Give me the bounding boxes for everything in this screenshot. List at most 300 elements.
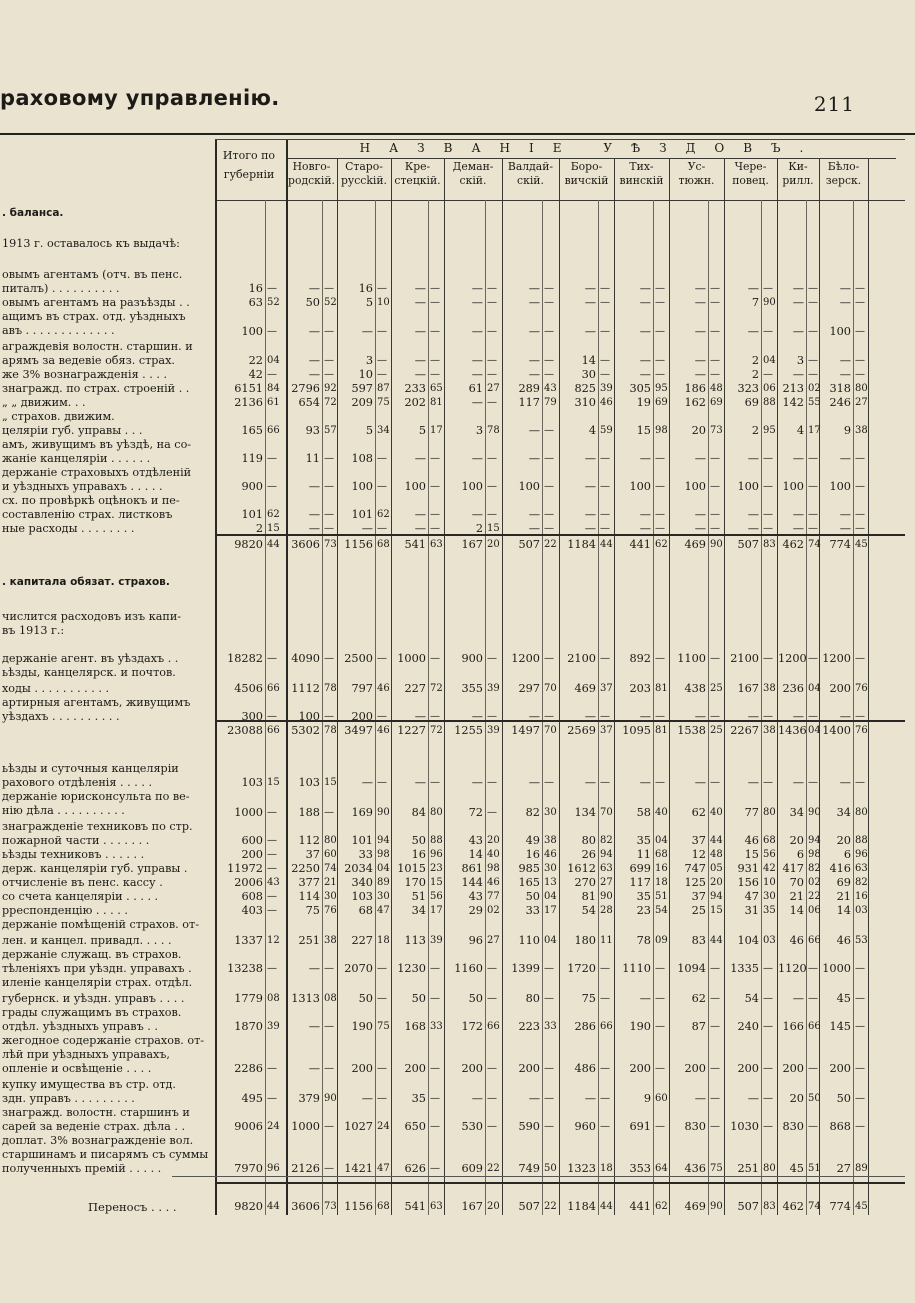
kopecks-cell: 18 bbox=[655, 877, 668, 888]
kopecks-cell: 48 bbox=[710, 383, 723, 394]
rubles-cell: 200 bbox=[518, 1062, 540, 1075]
kopecks-cell: — bbox=[324, 1121, 334, 1132]
rubles-cell: 1399 bbox=[511, 962, 540, 975]
kopecks-cell: — bbox=[544, 993, 554, 1004]
kopecks-cell: 73 bbox=[710, 425, 723, 436]
rubles-cell: 169 bbox=[351, 806, 373, 819]
kopecks-cell: — bbox=[544, 777, 554, 788]
rubles-cell: — bbox=[694, 776, 706, 789]
rubles-cell: 20 bbox=[836, 834, 851, 847]
carry-forward-label: Переносъ . . . . bbox=[88, 1200, 177, 1214]
kopecks-cell: 78 bbox=[487, 425, 500, 436]
kopecks-cell: — bbox=[430, 523, 440, 534]
kopecks-cell: 72 bbox=[430, 725, 443, 736]
kopecks-cell: — bbox=[430, 993, 440, 1004]
stub-line: целяріи губ. управы . . . bbox=[2, 424, 143, 437]
rubles-cell: — bbox=[414, 776, 426, 789]
rubles-cell: — bbox=[414, 452, 426, 465]
stub-line: знагражд. по страх. строеній . . bbox=[2, 382, 190, 395]
kopecks-cell: 81 bbox=[430, 397, 443, 408]
rubles-cell: 87 bbox=[691, 1020, 706, 1033]
rubles-cell: — bbox=[839, 452, 851, 465]
kopecks-cell: 16 bbox=[655, 863, 668, 874]
rubles-cell: 1335 bbox=[730, 962, 759, 975]
kopecks-cell: 81 bbox=[655, 683, 668, 694]
kopecks-cell: — bbox=[487, 711, 497, 722]
rubles-cell: 2 bbox=[751, 354, 759, 367]
rubles-cell: 117 bbox=[518, 396, 540, 409]
rubles-cell: 47 bbox=[744, 890, 759, 903]
kopecks-cell: — bbox=[763, 1063, 773, 1074]
kopecks-cell: — bbox=[430, 1163, 440, 1174]
rubles-cell: — bbox=[584, 452, 596, 465]
rubles-cell: 417 bbox=[782, 862, 804, 875]
kopecks-cell: 75 bbox=[377, 1021, 390, 1032]
kopecks-cell: — bbox=[267, 711, 277, 722]
kopecks-cell: — bbox=[763, 453, 773, 464]
kopecks-cell: 42 bbox=[763, 863, 776, 874]
rubles-cell: 507 bbox=[518, 538, 540, 551]
rubles-cell: 145 bbox=[829, 1020, 851, 1033]
kopecks-cell: — bbox=[600, 993, 610, 1004]
kopecks-cell: — bbox=[324, 807, 334, 818]
rubles-cell: 4 bbox=[796, 424, 804, 437]
kopecks-cell: 38 bbox=[763, 683, 776, 694]
stub-line: ьѣзды и суточныя канцеляріи bbox=[2, 762, 179, 775]
kopecks-cell: — bbox=[377, 453, 387, 464]
kopecks-cell: 78 bbox=[324, 683, 337, 694]
rubles-cell: 42 bbox=[248, 368, 263, 381]
kopecks-cell: — bbox=[544, 326, 554, 337]
stub-line: отдѣл. уѣздныхъ управъ . . bbox=[2, 1020, 158, 1033]
row-stub bbox=[0, 0, 212, 1303]
kopecks-cell: 38 bbox=[544, 835, 557, 846]
stub-line: грады служащимъ въ страхов. bbox=[2, 1006, 182, 1019]
kopecks-cell: — bbox=[324, 711, 334, 722]
kopecks-cell: — bbox=[430, 1121, 440, 1132]
kopecks-cell: 37 bbox=[600, 725, 613, 736]
uezd-header: Чере- повец. bbox=[732, 160, 769, 187]
kopecks-cell: — bbox=[600, 711, 610, 722]
kopecks-cell: 63 bbox=[430, 1201, 443, 1212]
rubles-cell: — bbox=[639, 992, 651, 1005]
kopecks-cell: — bbox=[324, 509, 334, 520]
rubles-cell: 103 bbox=[241, 776, 263, 789]
stub-line: ходы . . . . . . . . . . . bbox=[2, 682, 110, 695]
kopecks-cell: — bbox=[324, 653, 334, 664]
rubles-cell: 200 bbox=[241, 848, 263, 861]
kopecks-cell: — bbox=[324, 1021, 334, 1032]
kopecks-cell: — bbox=[324, 523, 334, 534]
rubles-cell: 200 bbox=[684, 1062, 706, 1075]
kopecks-cell: 80 bbox=[855, 807, 868, 818]
kopecks-cell: — bbox=[855, 777, 865, 788]
kopecks-cell: 40 bbox=[655, 807, 668, 818]
kopecks-cell: — bbox=[763, 509, 773, 520]
kopecks-cell: — bbox=[710, 653, 720, 664]
uezd-header: Новго- родскій. bbox=[288, 160, 335, 187]
kopecks-cell: — bbox=[655, 1063, 665, 1074]
kopecks-cell: — bbox=[655, 1121, 665, 1132]
kopecks-cell: — bbox=[855, 355, 865, 366]
kopecks-cell: — bbox=[544, 711, 554, 722]
rubles-cell: 35 bbox=[636, 890, 651, 903]
rubles-cell: — bbox=[528, 508, 540, 521]
top-rule-2 bbox=[215, 139, 905, 140]
rubles-cell: — bbox=[584, 480, 596, 493]
kopecks-cell: 40 bbox=[710, 807, 723, 818]
kopecks-cell: 66 bbox=[267, 725, 280, 736]
kopecks-cell: 04 bbox=[763, 355, 776, 366]
rubles-cell: 14 bbox=[468, 848, 483, 861]
rubles-cell: — bbox=[584, 508, 596, 521]
rubles-cell: — bbox=[528, 710, 540, 723]
kopecks-cell: 98 bbox=[655, 425, 668, 436]
kopecks-cell: 80 bbox=[324, 835, 337, 846]
rubles-cell: 2 bbox=[751, 368, 759, 381]
kopeck-rule bbox=[708, 200, 709, 1215]
kopecks-cell: 37 bbox=[600, 683, 613, 694]
rubles-cell: — bbox=[308, 508, 320, 521]
kopecks-cell: 59 bbox=[600, 425, 613, 436]
kopecks-cell: — bbox=[377, 711, 387, 722]
kopecks-cell: — bbox=[710, 509, 720, 520]
kopecks-cell: 40 bbox=[487, 849, 500, 860]
rubles-cell: — bbox=[308, 282, 320, 295]
rubles-cell: — bbox=[471, 776, 483, 789]
rubles-cell: 172 bbox=[461, 1020, 483, 1033]
kopecks-cell: 80 bbox=[763, 1163, 776, 1174]
kopecks-cell: 88 bbox=[763, 397, 776, 408]
kopecks-cell: 44 bbox=[600, 1201, 613, 1212]
rubles-cell: 507 bbox=[737, 538, 759, 551]
kopecks-cell: — bbox=[600, 1093, 610, 1104]
rubles-cell: 104 bbox=[737, 934, 759, 947]
kopecks-cell: 56 bbox=[430, 891, 443, 902]
uezd-header: Ки- рилл. bbox=[782, 160, 814, 187]
rubles-cell: — bbox=[747, 1092, 759, 1105]
kopecks-cell: 04 bbox=[544, 935, 557, 946]
rubles-cell: 200 bbox=[351, 1062, 373, 1075]
kopecks-cell: — bbox=[430, 481, 440, 492]
kopecks-cell: 06 bbox=[808, 905, 821, 916]
rubles-cell: 108 bbox=[351, 452, 373, 465]
kopecks-cell: — bbox=[808, 1121, 818, 1132]
uezd-header: Кре- стецкій. bbox=[394, 160, 441, 187]
rubles-cell: — bbox=[471, 282, 483, 295]
rubles-cell: 16 bbox=[358, 282, 373, 295]
rubles-cell: 830 bbox=[782, 1120, 804, 1133]
rubles-cell: 1030 bbox=[730, 1120, 759, 1133]
rubles-cell: 14 bbox=[581, 354, 596, 367]
rubles-cell: — bbox=[584, 296, 596, 309]
rubles-cell: 355 bbox=[461, 682, 483, 695]
rubles-cell: — bbox=[694, 522, 706, 535]
kopecks-cell: — bbox=[808, 326, 818, 337]
kopecks-cell: — bbox=[544, 653, 554, 664]
rubles-cell: 353 bbox=[629, 1162, 651, 1175]
kopecks-cell: — bbox=[544, 283, 554, 294]
rubles-cell: 900 bbox=[461, 652, 483, 665]
rubles-cell: 119 bbox=[241, 452, 263, 465]
kopecks-cell: 04 bbox=[544, 891, 557, 902]
rubles-cell: — bbox=[747, 776, 759, 789]
rubles-cell: — bbox=[361, 522, 373, 535]
kopecks-cell: — bbox=[600, 481, 610, 492]
stub-line: жаніе канцеляріи . . . . . . bbox=[2, 452, 151, 465]
rubles-cell: 1184 bbox=[567, 538, 596, 551]
rubles-cell: 323 bbox=[737, 382, 759, 395]
rubles-cell: 200 bbox=[782, 1062, 804, 1075]
rubles-cell: 699 bbox=[629, 862, 651, 875]
kopecks-cell: — bbox=[430, 1063, 440, 1074]
stub-line: доплат. 3% вознагражденіе вол. bbox=[2, 1134, 194, 1147]
kopecks-cell: 90 bbox=[710, 1201, 723, 1212]
kopecks-cell: 89 bbox=[855, 1163, 868, 1174]
stub-line: держаніе помѣщеній страхов. от- bbox=[2, 918, 199, 931]
rubles-cell: 23088 bbox=[227, 724, 263, 737]
kopecks-cell: — bbox=[710, 283, 720, 294]
kopecks-cell: — bbox=[808, 777, 818, 788]
rubles-cell: 15 bbox=[636, 424, 651, 437]
kopecks-cell: 73 bbox=[324, 1201, 337, 1212]
kopecks-cell: — bbox=[430, 283, 440, 294]
rubles-cell: 1200 bbox=[778, 652, 807, 665]
rubles-cell: — bbox=[747, 452, 759, 465]
rubles-cell: 1337 bbox=[234, 934, 263, 947]
kopecks-cell: 81 bbox=[655, 725, 668, 736]
rubles-cell: 749 bbox=[518, 1162, 540, 1175]
kopecks-cell: 90 bbox=[710, 539, 723, 550]
kopecks-cell: 04 bbox=[267, 355, 280, 366]
rubles-cell: 2070 bbox=[344, 962, 373, 975]
kopecks-cell: — bbox=[855, 653, 865, 664]
kopecks-cell: — bbox=[600, 963, 610, 974]
kopecks-cell: 96 bbox=[430, 849, 443, 860]
rubles-cell: 1027 bbox=[344, 1120, 373, 1133]
rubles-cell: — bbox=[308, 1020, 320, 1033]
rubles-cell: 35 bbox=[411, 1092, 426, 1105]
kopecks-cell: 66 bbox=[808, 1021, 821, 1032]
rubles-cell: 166 bbox=[782, 1020, 804, 1033]
kopecks-cell: — bbox=[324, 283, 334, 294]
rubles-cell: 54 bbox=[581, 904, 596, 917]
rubles-cell: — bbox=[361, 1092, 373, 1105]
kopecks-cell: — bbox=[600, 369, 610, 380]
rubles-cell: 100 bbox=[404, 480, 426, 493]
kopecks-cell: — bbox=[855, 963, 865, 974]
kopecks-cell: 73 bbox=[324, 539, 337, 550]
kopecks-cell: — bbox=[655, 963, 665, 974]
kopecks-cell: 64 bbox=[655, 1163, 668, 1174]
kopecks-cell: 05 bbox=[710, 863, 723, 874]
kopecks-cell: 65 bbox=[430, 383, 443, 394]
rubles-cell: 1400 bbox=[822, 724, 851, 737]
kopecks-cell: — bbox=[430, 326, 440, 337]
kopecks-cell: — bbox=[267, 963, 277, 974]
kopecks-cell: 87 bbox=[377, 383, 390, 394]
rubles-cell: 13238 bbox=[227, 962, 263, 975]
rubles-cell: 25 bbox=[691, 904, 706, 917]
rubles-cell: 7 bbox=[751, 296, 759, 309]
kopecks-cell: — bbox=[710, 1093, 720, 1104]
kopecks-cell: 39 bbox=[267, 1021, 280, 1032]
kopecks-cell: — bbox=[808, 355, 818, 366]
kopecks-cell: — bbox=[267, 369, 277, 380]
rubles-cell: 985 bbox=[518, 862, 540, 875]
rubles-cell: 77 bbox=[744, 806, 759, 819]
rubles-cell: 33 bbox=[358, 848, 373, 861]
rubles-cell: 162 bbox=[684, 396, 706, 409]
kopecks-cell: — bbox=[855, 283, 865, 294]
rubles-cell: 2 bbox=[255, 522, 263, 535]
kopecks-cell: — bbox=[808, 523, 818, 534]
rubles-cell: — bbox=[414, 296, 426, 309]
rubles-cell: — bbox=[639, 296, 651, 309]
kopecks-cell: — bbox=[487, 1063, 497, 1074]
kopecks-cell: 04 bbox=[377, 863, 390, 874]
kopecks-cell: 98 bbox=[808, 849, 821, 860]
kopecks-cell: — bbox=[655, 283, 665, 294]
stub-line: иленіе канцеляріи страх. отдѣл. bbox=[2, 976, 193, 989]
kopecks-cell: 30 bbox=[324, 891, 337, 902]
stub-line: купку имущества въ стр. отд. bbox=[2, 1078, 176, 1091]
rubles-cell: 223 bbox=[518, 1020, 540, 1033]
rubles-cell: 797 bbox=[351, 682, 373, 695]
rubles-cell: 114 bbox=[298, 890, 320, 903]
rubles-cell: 50 bbox=[411, 992, 426, 1005]
rubles-cell: 227 bbox=[404, 682, 426, 695]
kopecks-cell: 74 bbox=[324, 863, 337, 874]
kopecks-cell: — bbox=[487, 283, 497, 294]
rubles-cell: 747 bbox=[684, 862, 706, 875]
rubles-cell: 1323 bbox=[567, 1162, 596, 1175]
rubles-cell: 626 bbox=[404, 1162, 426, 1175]
kopecks-cell: — bbox=[267, 453, 277, 464]
rubles-cell: 441 bbox=[629, 538, 651, 551]
kopecks-cell: — bbox=[377, 326, 387, 337]
rubles-cell: 21 bbox=[789, 890, 804, 903]
kopecks-cell: — bbox=[430, 653, 440, 664]
kopecks-cell: 90 bbox=[763, 297, 776, 308]
rubles-cell: — bbox=[584, 522, 596, 535]
kopecks-cell: — bbox=[710, 481, 720, 492]
rubles-cell: 1720 bbox=[567, 962, 596, 975]
kopecks-cell: 25 bbox=[710, 683, 723, 694]
kopecks-cell: 94 bbox=[808, 835, 821, 846]
stub-line: и уѣздныхъ управахъ . . . . . bbox=[2, 480, 163, 493]
kopecks-cell: — bbox=[763, 993, 773, 1004]
kopecks-cell: 20 bbox=[710, 877, 723, 888]
rubles-cell: 403 bbox=[241, 904, 263, 917]
stub-line: держаніе агент. въ уѣздахъ . . bbox=[2, 652, 179, 665]
kopecks-cell: 33 bbox=[544, 1021, 557, 1032]
kopecks-cell: — bbox=[600, 509, 610, 520]
rubles-cell: — bbox=[792, 776, 804, 789]
kopecks-cell: 04 bbox=[655, 835, 668, 846]
kopecks-cell: — bbox=[855, 509, 865, 520]
rubles-cell: 2250 bbox=[291, 862, 320, 875]
rubles-cell: 34 bbox=[789, 806, 804, 819]
running-head: раховому управленію. bbox=[0, 86, 280, 110]
kopecks-cell: — bbox=[430, 711, 440, 722]
rubles-cell: 3497 bbox=[344, 724, 373, 737]
kopecks-cell: — bbox=[710, 711, 720, 722]
rubles-cell: 31 bbox=[744, 904, 759, 917]
stub-line: держ. канцеляріи губ. управы . bbox=[2, 862, 188, 875]
rubles-cell: 960 bbox=[574, 1120, 596, 1133]
rubles-cell: 34 bbox=[411, 904, 426, 917]
rubles-cell: — bbox=[839, 282, 851, 295]
rubles-cell: 2286 bbox=[234, 1062, 263, 1075]
stub-line: ьѣзды, канцелярск. и почтов. bbox=[2, 666, 176, 679]
rubles-cell: 2034 bbox=[344, 862, 373, 875]
column-rule bbox=[868, 158, 869, 1215]
kopecks-cell: — bbox=[710, 326, 720, 337]
rubles-cell: — bbox=[471, 325, 483, 338]
total-rule bbox=[215, 1182, 905, 1184]
rubles-cell: 50 bbox=[358, 992, 373, 1005]
stub-line: знагражд. волостн. старшинъ и bbox=[2, 1106, 190, 1119]
kopecks-cell: — bbox=[808, 1063, 818, 1074]
kopecks-cell: 04 bbox=[808, 725, 821, 736]
rubles-cell: 100 bbox=[737, 480, 759, 493]
rubles-cell: — bbox=[639, 354, 651, 367]
kopecks-cell: — bbox=[763, 653, 773, 664]
kopecks-cell: 76 bbox=[324, 905, 337, 916]
rubles-cell: 202 bbox=[404, 396, 426, 409]
rubles-cell: 1230 bbox=[397, 962, 426, 975]
stub-line: полученныхъ премій . . . . . bbox=[2, 1162, 162, 1175]
rubles-cell: — bbox=[308, 1062, 320, 1075]
rubles-cell: 1015 bbox=[397, 862, 426, 875]
rubles-cell: — bbox=[694, 282, 706, 295]
kopecks-cell: 44 bbox=[600, 539, 613, 550]
rubles-cell: 462 bbox=[782, 1200, 804, 1213]
rubles-cell: 379 bbox=[298, 1092, 320, 1105]
rubles-cell: 5 bbox=[418, 424, 426, 437]
kopecks-cell: — bbox=[763, 1021, 773, 1032]
uezd-header: Тих- винскій bbox=[619, 160, 664, 187]
rubles-cell: 507 bbox=[737, 1200, 759, 1213]
rubles-cell: 462 bbox=[782, 538, 804, 551]
kopecks-cell: — bbox=[267, 326, 277, 337]
rubles-cell: 541 bbox=[404, 538, 426, 551]
kopecks-cell: — bbox=[763, 481, 773, 492]
rubles-cell: 289 bbox=[518, 382, 540, 395]
rubles-cell: — bbox=[471, 354, 483, 367]
rubles-cell: — bbox=[694, 296, 706, 309]
kopecks-cell: — bbox=[855, 326, 865, 337]
kopecks-cell: 83 bbox=[763, 539, 776, 550]
rubles-cell: 900 bbox=[241, 480, 263, 493]
kopecks-cell: — bbox=[487, 653, 497, 664]
stub-line: рахового отдѣленія . . . . . bbox=[2, 776, 153, 789]
stub-line: артирныя агентамъ, живущимъ bbox=[2, 696, 191, 709]
kopecks-cell: 70 bbox=[544, 725, 557, 736]
rubles-cell: 200 bbox=[461, 1062, 483, 1075]
kopecks-cell: — bbox=[763, 1121, 773, 1132]
kopecks-cell: — bbox=[430, 453, 440, 464]
rubles-cell: — bbox=[694, 325, 706, 338]
rubles-cell: — bbox=[792, 508, 804, 521]
kopecks-cell: 44 bbox=[710, 835, 723, 846]
rubles-cell: 377 bbox=[298, 876, 320, 889]
kopecks-cell: — bbox=[655, 481, 665, 492]
rubles-cell: 19 bbox=[636, 396, 651, 409]
rubles-cell: 251 bbox=[298, 934, 320, 947]
kopecks-cell: — bbox=[544, 1093, 554, 1104]
